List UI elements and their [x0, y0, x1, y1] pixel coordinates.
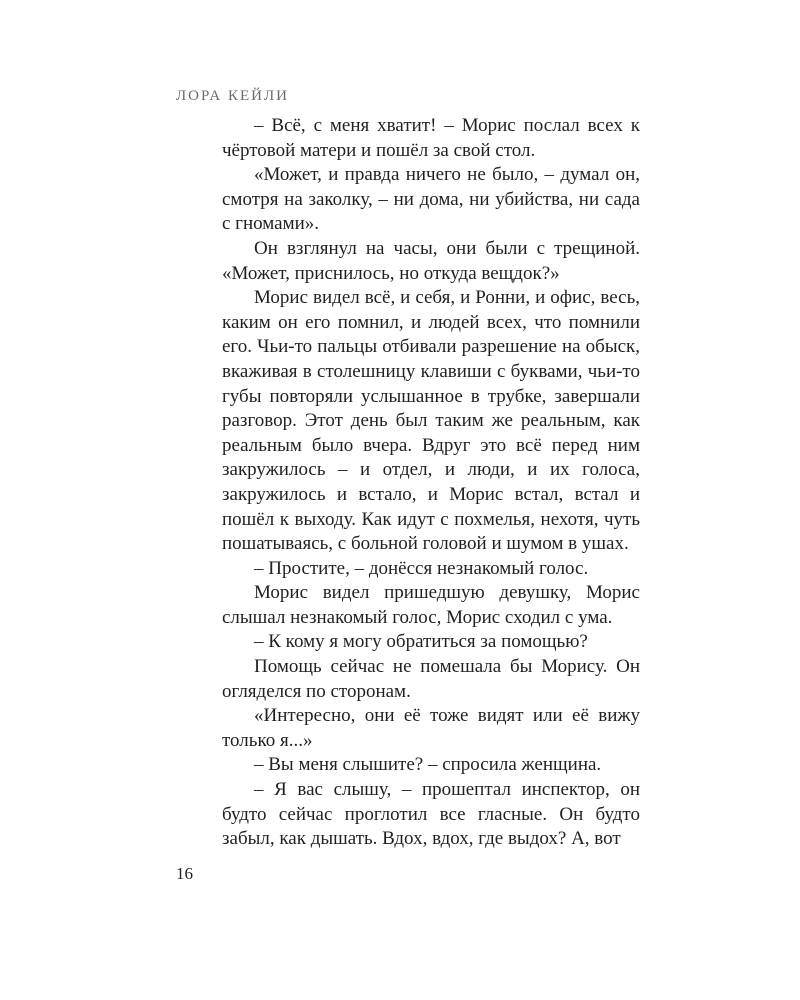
paragraph: Он взглянул на часы, они были с трещиной. «Может, приснилось, но откуда вещдок?»: [222, 237, 640, 284]
page-number: 16: [176, 864, 193, 883]
paragraph: – Всё, с меня хватит! – Морис послал всех к чёртовой матери и пошёл за свой стол.: [222, 115, 640, 161]
paragraph: – К кому я могу обратиться за помощью?: [254, 631, 588, 653]
paragraph-last: – Я вас слышу, – прошептал инспектор, он будто сейчас проглотил все гласные. Он будто забыл, как дышать. Вдох, вдох, где выдох? А, вот: [222, 779, 640, 850]
paragraph: «Может, и правда ничего не было, – думал он, смотря на заколку, – ни дома, ни убийства, ни сада с гномами».: [222, 164, 640, 235]
paragraph: – Вы меня слышите? – спросила женщина.: [254, 754, 602, 776]
running-head: ЛОРА КЕЙЛИ: [176, 88, 290, 104]
paragraph: – Простите, – донёсся незнакомый голос.: [254, 557, 589, 579]
body-text: [222, 114, 640, 852]
paragraph: Морис видел пришедшую девушку, Морис слышал незнакомый голос, Морис сходил с ума.: [222, 582, 640, 628]
paragraph: «Интересно, они её тоже видят или её вижу только я...»: [222, 705, 640, 751]
paragraph: Морис видел всё, и себя, и Ронни, и офис, весь, каким он его помнил, и людей всех, что помнили его. Чьи-то пальцы отбивали разрешение на обыск, вкаживая в столешницу клавиши с буквами, чьи-то губы повторяли услышанное в трубке, завершали разговор. Этот день был таким же реальным, как реальным было вчера. Вдруг это всё перед ним закружилось – и отдел, и люди, и их голоса, закружилось и встало, и Морис встал, встал и пошёл к выходу. Как идут с похмелья, нехотя, чуть пошатываясь, с больной головой и шумом в ушах.: [222, 287, 640, 555]
paragraph: Помощь сейчас не помешала бы Морису. Он огляделся по сторонам.: [222, 656, 640, 702]
